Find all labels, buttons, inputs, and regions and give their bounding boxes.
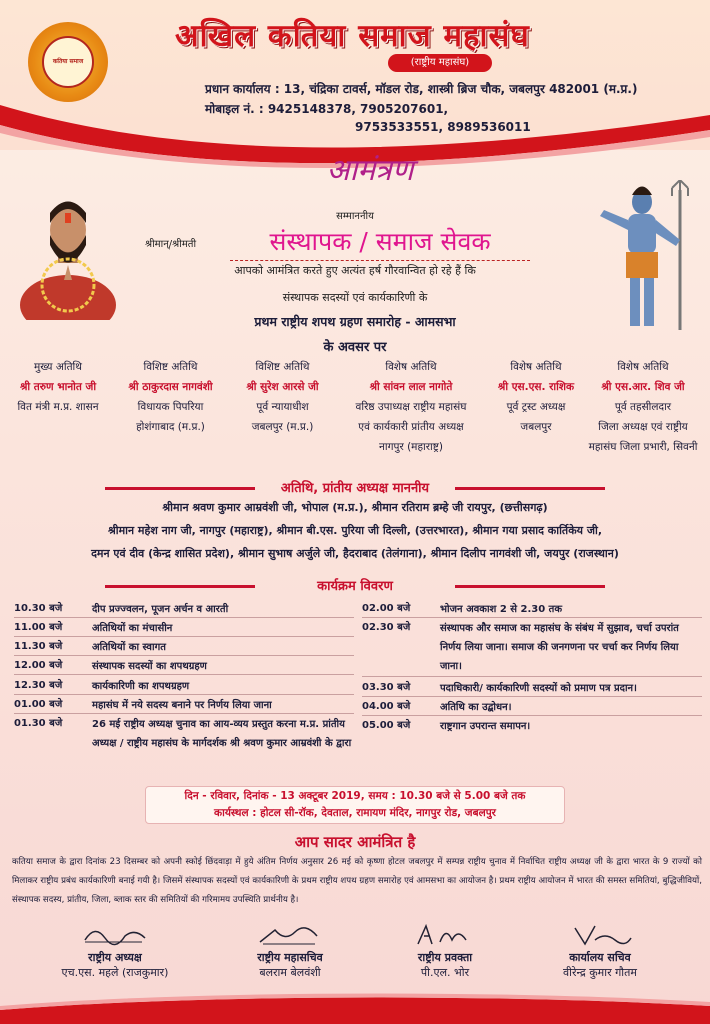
guest-desc: महासंघ जिला प्रभारी, सिवनी — [588, 441, 698, 453]
program-time: 12.00 बजे — [14, 660, 63, 671]
program-time: 12.30 बजे — [14, 680, 63, 691]
signatory-role: राष्ट्रीय प्रवक्ता — [417, 951, 473, 964]
signatory — [40, 922, 190, 980]
amantran-heading: आमंत्रण — [326, 153, 414, 188]
program-desc: अतिथि का उद्बोधन। — [440, 702, 512, 713]
signatory-role: कार्यालय सचिव — [569, 951, 631, 964]
program-time: 02.30 बजे — [362, 622, 411, 633]
program-desc: महासंघ में नये सदस्य बनाने पर निर्णय लिया जाना — [92, 700, 272, 711]
signatory — [370, 922, 520, 980]
program-time: 01.30 बजे — [14, 718, 63, 729]
guest-name: श्री सांवन लाल नागोते — [369, 381, 453, 393]
program-right — [362, 600, 702, 780]
row-divider — [14, 636, 354, 637]
program-desc: पदाधिकारी/ कार्यकारिणी सदस्यों को प्रमाण पत्र प्रदान। — [440, 683, 637, 694]
guest-column — [336, 357, 486, 457]
guest-desc: जबलपुर (म.प्र.) — [251, 421, 314, 433]
guest-name: श्री तरुण भानोत जी — [19, 381, 97, 393]
guest-desc: वरिष्ठ उपाध्यक्ष राष्ट्रीय महासंघ — [355, 401, 467, 413]
members-line: संस्थापक सदस्यों एवं कार्यकारिणी के — [282, 291, 428, 304]
signatory-name: पी.एल. भोर — [420, 966, 470, 979]
row-divider — [362, 715, 702, 716]
program-time: 04.00 बजे — [362, 701, 411, 712]
program-time: 11.00 बजे — [14, 622, 63, 633]
row-divider — [362, 676, 702, 677]
row-divider — [14, 674, 354, 675]
signature-image — [410, 922, 480, 948]
program-desc: कार्यकारिणी का शपथग्रहण — [92, 681, 190, 692]
program-desc: राष्ट्रगान उपरान्त समापन। — [440, 721, 531, 732]
program-time: 11.30 बजे — [14, 641, 63, 652]
ceremony-title: प्रथम राष्ट्रीय शपथ ग्रहण समारोह - आमसभा — [254, 314, 456, 329]
sammaniya-label: सम्माननीय — [336, 211, 374, 222]
program-time: 10.30 बजे — [14, 603, 63, 614]
guest-desc: पूर्व ट्रस्ट अध्यक्ष — [506, 401, 566, 413]
program-heading — [105, 576, 605, 596]
program-time: 02.00 बजे — [362, 603, 411, 614]
presidents-line: श्रीमान महेश नाग जी, नागपुर (महाराष्ट्र), श्रीमान बी.एस. पुरिया जी दिल्ली, (उत्तरभारत), श्रीमान गया प्रसाद कार्तिकेय जी, — [107, 524, 603, 537]
guest-title: मुख्य अतिथि — [33, 361, 82, 373]
signatory-name: बलराम बेलवंशी — [259, 966, 321, 979]
guest-name: श्री एस.आर. शिव जी — [601, 381, 685, 393]
presidents-heading-text: अतिथि, प्रांतीय अध्यक्ष माननीय — [280, 481, 430, 496]
guest-desc: विधायक पिपरिया — [137, 401, 204, 413]
signatory-role: राष्ट्रीय अध्यक्ष — [88, 951, 142, 964]
program-left — [14, 600, 354, 780]
organization-logo — [28, 22, 108, 102]
signatory — [525, 922, 675, 980]
presidents-line: दमन एवं दीव (केन्द्र शासित प्रदेश), श्रीमान सुभाष अर्जुले जी, हैदराबाद (तेलंगाना), श्रीमान दिलीप नागवंशी जी, जयपुर (राजस्थान) — [91, 547, 619, 560]
program-time: 05.00 बजे — [362, 720, 411, 731]
invitation-note: कतिया समाज के द्वारा दिनांक 23 दिसम्बर को अपनी स्कोई छिंदवाड़ा में हुये अंतिम निर्णय अनुसार 26 मई को कृष्णा होटल जबलपुर में सम्पन्न राष्ट्रीय चुनाव में निर्वाचित राष्ट्रीय अध्यक्ष जी के द्वारा भारत के 9 राज्यों को मिलाकर राष्ट्रीय प्रबंध कार्यकारिणी बनाई गयी है। जिसमें संस्थापक सदस्यों एवं कार्यकारिणी के प्रथम राष्ट्रीय शपथ ग्रहण समारोह एवं आमसभा का आयोजन है। प्रथम राष्ट्रीय आयोजन में भारत की समस्त समितियां, बुद्धिजीवियों, संस्थापक सदस्य, प्रांतीय, जिला, ब्लाक स्तर की समितियों की गरिमामय उपस्थिति प्रार्थनीय है। — [12, 857, 702, 905]
presidents-heading — [105, 478, 605, 498]
program-time: 03.30 बजे — [362, 682, 411, 693]
program-desc: संस्थापक और समाज का महासंघ के संबंध में सुझाव, चर्चा उपरांत निर्णय लिया जाना। समाज की जनगणना पर चर्चा कर निर्णय लिया जाना। — [440, 623, 679, 672]
program-desc: दीप प्रज्ज्वलन, पूजन अर्चन व आरती — [92, 604, 229, 615]
logo-text: कतिया समाज — [52, 57, 84, 65]
honoree-name: संस्थापक / समाज सेवक — [230, 224, 530, 261]
invited-heading: आप सादर आमंत्रित है — [294, 833, 416, 851]
org-subtitle: (राष्ट्रीय महासंघ) — [388, 54, 492, 72]
presidents-line: श्रीमान श्रवण कुमार आम्रवंशी जी, भोपाल (म.प्र.), श्रीमान रतिराम ब्रम्हे जी रायपुर, (छत्तीसगढ़) — [162, 501, 548, 514]
row-divider — [14, 713, 354, 714]
guest-column — [578, 357, 708, 457]
guest-column — [113, 357, 228, 437]
guest-name: श्री ठाकुरदास नागवंशी — [128, 381, 213, 393]
signature-image — [255, 922, 325, 948]
guest-title: विशिष्ट अतिथि — [255, 361, 310, 373]
guest-column — [486, 357, 586, 437]
address-line: प्रधान कार्यालय : 13, चंद्रिका टावर्स, मॉडल रोड, शास्त्री ब्रिज चौक, जबलपुर 482001 (म.प्र.) — [205, 82, 638, 96]
row-divider — [362, 696, 702, 697]
event-date-time: दिन - रविवार, दिनांक - 13 अक्टूबर 2019, समय : 10.30 बजे से 5.00 बजे तक — [184, 790, 526, 802]
program-time: 01.00 बजे — [14, 699, 63, 710]
guest-desc: नागपुर (महाराष्ट्र) — [379, 441, 443, 453]
program-desc: भोजन अवकाश 2 से 2.30 तक — [440, 604, 563, 615]
guest-name: श्री एस.एस. राशिक — [497, 381, 575, 393]
guest-desc: होशंगाबाद (म.प्र.) — [136, 421, 205, 433]
guest-name: श्री सुरेश आरसे जी — [246, 381, 319, 393]
signatory-name: एच.एस. महले (राजकुमार) — [61, 966, 169, 979]
guest-title: विशेष अतिथि — [385, 361, 437, 373]
guest-title: विशेष अतिथि — [510, 361, 562, 373]
footer-swoosh — [0, 990, 710, 1024]
guest-column — [230, 357, 335, 437]
guest-desc: जबलपुर — [520, 421, 552, 433]
guest-desc: एवं कार्यकारी प्रांतीय अध्यक्ष — [358, 421, 464, 433]
row-divider — [14, 694, 354, 695]
invite-line: आपको आमंत्रित करते हुए अत्यंत हर्ष गौरवान्वित हो रहे हैं कि — [234, 264, 476, 277]
guest-list — [8, 357, 706, 472]
guest-column — [8, 357, 108, 417]
guest-title: विशिष्ट अतिथि — [143, 361, 198, 373]
event-venue: कार्यस्थल : होटल सी-रॉक, देवताल, रामायण मंदिर, नागपुर रोड, जबलपुर — [214, 807, 496, 819]
signature-image — [565, 922, 635, 948]
occasion-line: के अवसर पर — [323, 340, 387, 355]
signatory-role: राष्ट्रीय महासचिव — [257, 951, 323, 964]
logo-emblem — [42, 36, 94, 88]
row-divider — [14, 655, 354, 656]
guest-desc: वित मंत्री म.प्र. शासन — [17, 401, 99, 413]
mobile-line-2: 9753533551, 8989536011 — [355, 120, 531, 134]
signatory — [215, 922, 365, 980]
program-desc: अतिथियों का स्वागत — [92, 642, 166, 653]
mobile-line: मोबाइल नं. : 9425148378, 7905207601, — [205, 102, 449, 116]
guest-desc: पूर्व तहसीलदार — [614, 401, 672, 413]
guest-desc: पूर्व न्यायाधीश — [256, 401, 309, 413]
signatory-name: वीरेन्द्र कुमार गौतम — [563, 966, 637, 979]
program-desc: संस्थापक सदस्यों का शपथग्रहण — [92, 661, 207, 672]
signature-image — [80, 922, 150, 948]
shiva-figure — [592, 180, 702, 335]
org-title: अखिल कतिया समाज महासंघ — [175, 18, 530, 54]
guest-desc: जिला अध्यक्ष एवं राष्ट्रीय — [598, 421, 688, 433]
program-desc: अतिथियों का मंचासीन — [92, 623, 173, 634]
row-divider — [14, 617, 354, 618]
program-desc: 26 मई राष्ट्रीय अध्यक्ष चुनाव का आय-व्यय प्रस्तुत करना म.प्र. प्रांतीय अध्यक्ष / राष्ट्रीय महासंघ के मार्गदर्शक श्री श्रवण कुमार आम्रवंशी के द्वारा — [92, 719, 352, 749]
program-heading-text: कार्यक्रम विवरण — [317, 579, 393, 594]
row-divider — [362, 617, 702, 618]
guest-title: विशेष अतिथि — [617, 361, 669, 373]
shriman-label: श्रीमान्/श्रीमती — [145, 239, 197, 250]
